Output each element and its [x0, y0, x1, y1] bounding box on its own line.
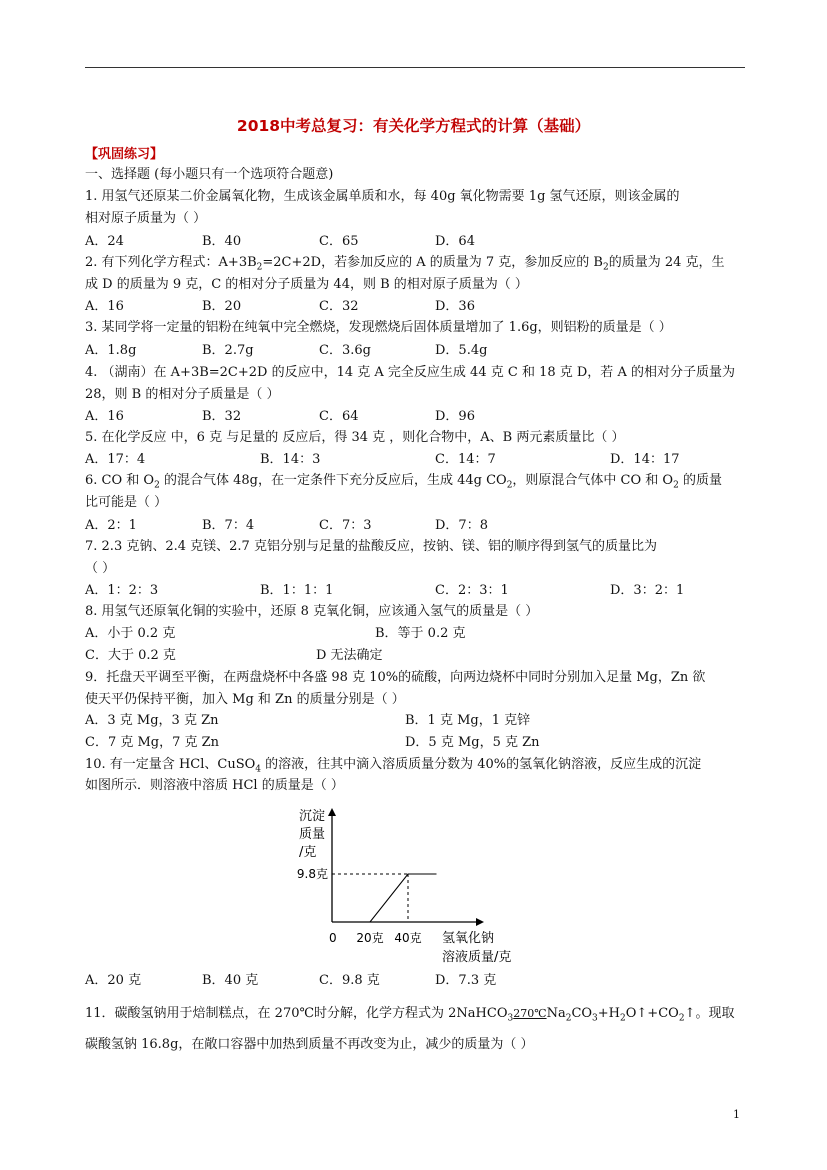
option-d: D．96 [435, 409, 475, 424]
option-b: B．1：1：1 [260, 583, 334, 598]
question-9-line-2: 使天平仍保持平衡，加入 Mg 和 Zn 的质量分别是（ ） [85, 692, 405, 707]
option-a: A．20 克 [85, 973, 142, 988]
option-d: D．5.4g [435, 343, 488, 358]
question-5-line-1: 5. 在化学反应 中，6 克 与足量的 反应后，得 34 克 ，则化合物中，A、B 两元素质量比（ ） [85, 430, 625, 445]
option-b: B．40 [202, 234, 242, 249]
reaction-condition: 270℃ [513, 1007, 547, 1020]
x-axis-label: 氢氧化钠 [442, 931, 495, 946]
option-a: A．17：4 [85, 452, 146, 467]
y-axis-label: /克 [299, 845, 317, 860]
question-2-line-2: 成 D 的质量为 9 克，C 的相对分子质量为 44，则 B 的相对原子质量为（ ） [85, 277, 528, 292]
option-a: A．小于 0.2 克 [85, 626, 176, 641]
question-1-line-1: 1. 用氢气还原某二价金属氧化物，生成该金属单质和水，每 40g 氧化物需要 1g 氢气还原，则该金属的 [85, 189, 680, 204]
option-c: C．3.6g [319, 343, 371, 358]
option-d: D．36 [435, 299, 475, 314]
option-c: C．7：3 [319, 518, 372, 533]
option-a: A．1：2：3 [85, 583, 159, 598]
option-b: B．等于 0.2 克 [375, 626, 466, 641]
question-6-line-1: 6. CO 和 $O_2$ 的混合气体 48g，在一定条件下充分反应后，生成 44g $CO_2$，则原混合气体中 CO 和 $O_2$ 的质量 [85, 473, 722, 491]
option-b: B．40 克 [202, 973, 259, 988]
option-d: D 无法确定 [316, 648, 383, 663]
header-rule [85, 67, 745, 68]
option-c: C．14：7 [435, 452, 496, 467]
page-title: 2018中考总复习：有关化学方程式的计算（基础） [236, 117, 591, 135]
question-10-line-1: 10. 有一定量含 HCl、CuSO$_4$ 的溶液，往其中滴入溶质质量分数为 40%的氢氧化钠溶液，反应生成的沉淀 [85, 757, 702, 775]
option-a: A．2：1 [85, 518, 137, 533]
option-a: A．3 克 Mg，3 克 Zn [85, 713, 219, 728]
question-3-line-1: 3. 某同学将一定量的铝粉在纯氧中完全燃烧，发现燃烧后固体质量增加了 1.6g，则铝粉的质量是（ ） [85, 320, 672, 335]
x-tick-label: 0 [329, 931, 337, 945]
question-4-line-1: 4. （湖南）在 A+3B=2C+2D 的反应中，14 克 A 完全反应生成 44 克 C 和 18 克 D，若 A 的相对分子质量为 [85, 365, 735, 380]
question-8-line-1: 8. 用氢气还原氧化铜的实验中，还原 8 克氧化铜，应该通入氢气的质量是（ ） [85, 604, 539, 619]
page-number: 1 [733, 1108, 740, 1121]
section-tag: 【巩固练习】 [85, 147, 164, 162]
question-7-line-1: 7. 2.3 克钠、2.4 克镁、2.7 克铝分别与足量的盐酸反应，按钠、镁、铝的顺序得到氢气的质量比为 [85, 539, 657, 554]
option-d: D．7.3 克 [435, 973, 497, 988]
question-9-line-1: 9．托盘天平调至平衡，在两盘烧杯中各盛 98 克 10%的硫酸，向两边烧杯中同时分别加入足量 Mg，Zn 欲 [85, 670, 706, 685]
option-a: A．16 [85, 299, 124, 314]
option-a: A．1.8g [85, 343, 137, 358]
y-tick-label: 9.8克 [296, 867, 328, 881]
option-b: B．32 [202, 409, 242, 424]
y-axis-label: 质量 [299, 827, 326, 842]
option-c: C．2：3：1 [435, 583, 509, 598]
option-b: B．14：3 [260, 452, 321, 467]
question-4-line-2: 28，则 B 的相对分子质量是（ ） [85, 387, 280, 402]
question-11-line-2: 碳酸氢钠 16.8g，在敞口容器中加热到质量不再改变为止，减少的质量为（ ） [85, 1037, 534, 1052]
option-c: C．65 [319, 234, 359, 249]
option-a: A．24 [85, 234, 124, 249]
option-d: D．64 [435, 234, 475, 249]
option-b: B．2.7g [202, 343, 254, 358]
part-heading: 一、选择题 (每小题只有一个选项符合题意) [85, 167, 334, 182]
y-axis-label: 沉淀 [299, 809, 326, 824]
option-c: C．9.8 克 [319, 973, 380, 988]
x-tick-label: 40克 [394, 931, 422, 945]
question-1-line-2: 相对原子质量为（ ） [85, 211, 207, 226]
question-10-line-2: 如图所示．则溶液中溶质 HCl 的质量是（ ） [85, 778, 344, 793]
option-d: D．5 克 Mg，5 克 Zn [405, 735, 540, 750]
option-d: D．7：8 [435, 518, 488, 533]
option-b: B．20 [202, 299, 242, 314]
x-axis-arrow [476, 918, 484, 926]
option-c: C．大于 0.2 克 [85, 648, 176, 663]
y-axis-arrow [328, 808, 336, 816]
precipitate-series-line [332, 874, 437, 922]
question-7-line-2: （ ） [85, 561, 116, 576]
option-c: C．7 克 Mg，7 克 Zn [85, 735, 220, 750]
precipitate-chart [270, 800, 540, 970]
x-tick-label: 20克 [356, 931, 384, 945]
question-6-line-2: 比可能是（ ） [85, 495, 168, 510]
question-2-line-1: 2. 有下列化学方程式：$A+3B_2=2C+2D$，若参加反应的 A 的质量为 7 克，参加反应的 $B_2$的质量为 24 克，生 [85, 255, 725, 273]
option-b: B．7：4 [202, 518, 255, 533]
option-c: C．64 [319, 409, 359, 424]
option-b: B．1 克 Mg，1 克锌 [405, 713, 531, 728]
option-d: D．3：2：1 [610, 583, 685, 598]
x-axis-label: 溶液质量/克 [442, 950, 512, 965]
option-d: D．14：17 [610, 452, 680, 467]
option-a: A．16 [85, 409, 124, 424]
option-c: C．32 [319, 299, 359, 314]
question-11-line-1: 11．碳酸氢钠用于焙制糕点，在 270℃时分解，化学方程式为 2NaHCO$_3$ 270℃ $Na_2CO_3+H_2O↑+CO_2↑$。现取 [85, 1006, 735, 1024]
